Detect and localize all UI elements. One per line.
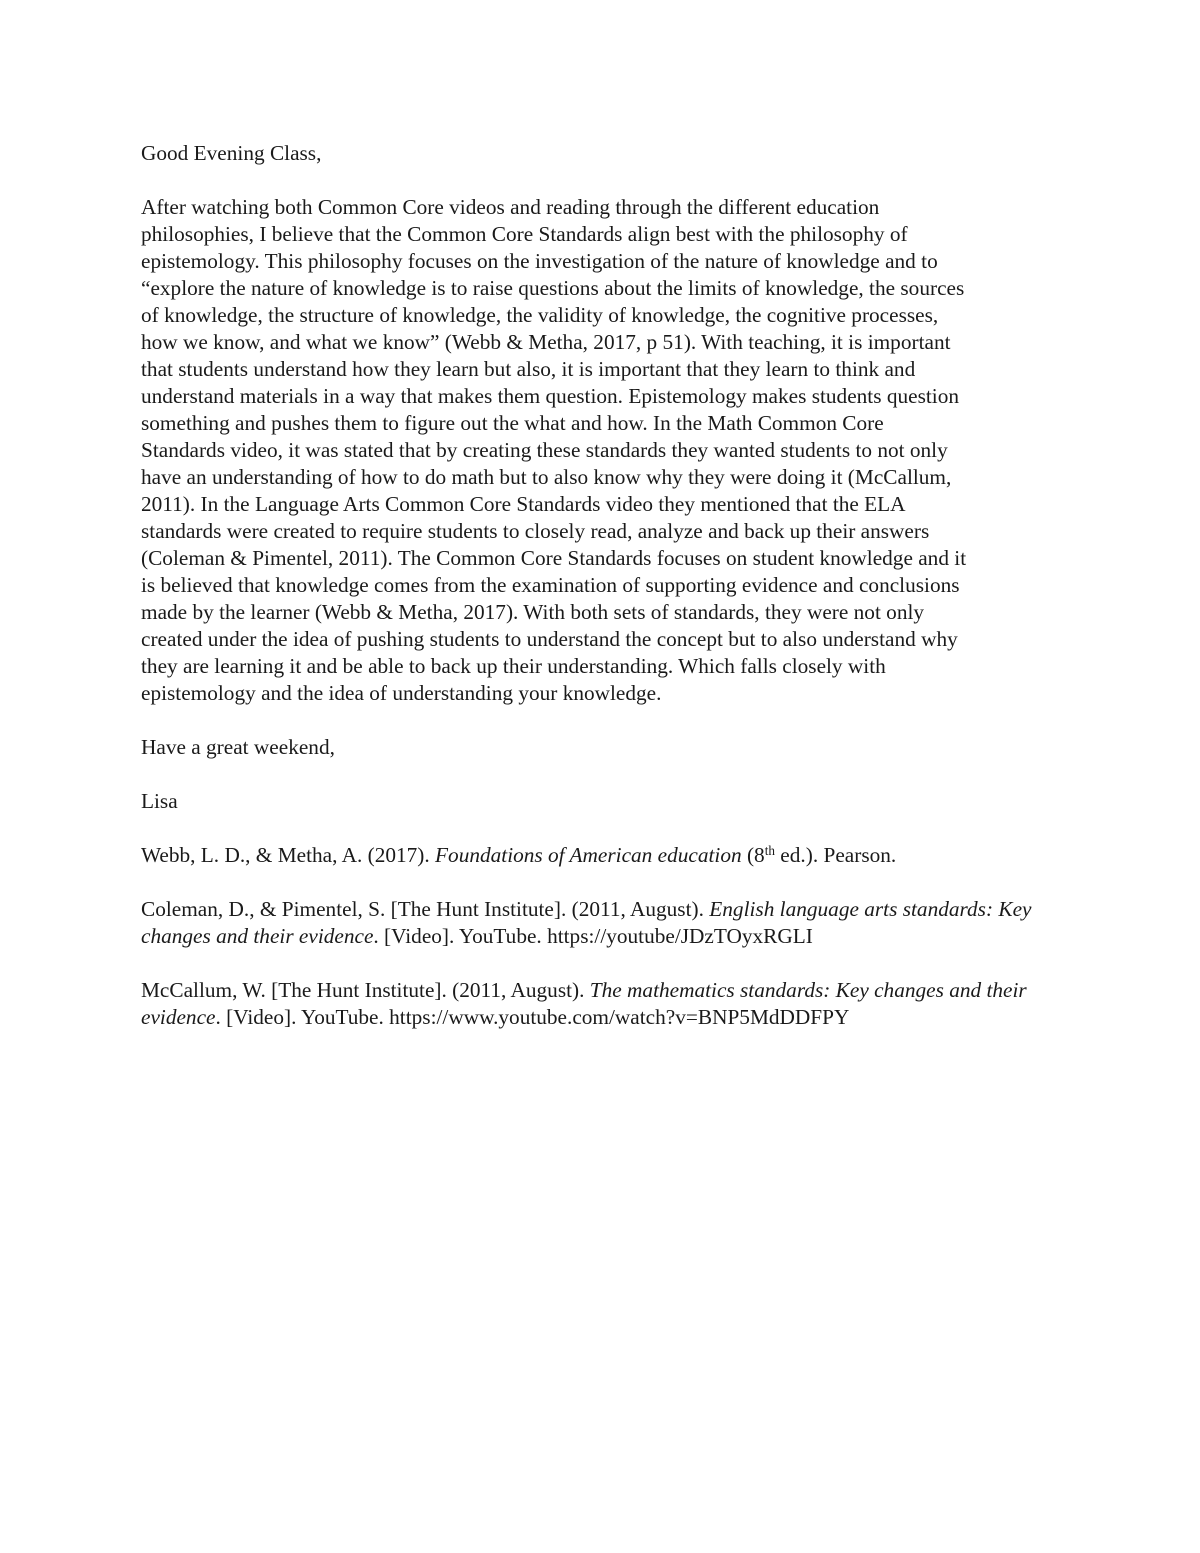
reference-source: . [Video]. YouTube. https://youtube/JDzTOyxRGLI xyxy=(373,924,813,948)
reference-title: Foundations of American education xyxy=(435,843,742,867)
reference-coleman xyxy=(141,896,1071,950)
reference-source: . [Video]. YouTube. https://www.youtube.com/watch?v=BNP5MdDDFPY xyxy=(215,1005,850,1029)
closing: Have a great weekend, xyxy=(141,735,335,759)
reference-title: English language arts standards: Key changes and their evidence xyxy=(141,897,1032,948)
reference-title: The mathematics standards: Key changes and their evidence xyxy=(141,978,1027,1029)
reference-webb xyxy=(141,842,1071,869)
body-paragraph: After watching both Common Core videos and reading through the different education philosophies, I believe that the Common Core Standards align best with the philosophy of epistemology. This philosophy focuses on the investigation of the nature of knowledge and to “explore the nature of knowledge is to raise questions about the limits of knowledge, the sources of knowledge, the structure of knowledge, the validity of knowledge, the cognitive processes, how we know, and what we know” (Webb & Metha, 2017, p 51). With teaching, it is important that students understand how they learn but also, it is important that they learn to think and understand materials in a way that makes them question. Epistemology makes students question something and pushes them to figure out the what and how. In the Math Common Core Standards video, it was stated that by creating these standards they wanted students to not only have an understanding of how to do math but to also know why they were doing it (McCallum, 2011). In the Language Arts Common Core Standards video they mentioned that the ELA standards were created to require students to closely read, analyze and back up their answers (Coleman & Pimentel, 2011). The Common Core Standards focuses on student knowledge and it is believed that knowledge comes from the examination of supporting evidence and conclusions made by the learner (Webb & Metha, 2017). With both sets of standards, they were not only created under the idea of pushing students to understand the concept but to also understand why they are learning it and be able to back up their understanding. Which falls closely with epistemology and the idea of understanding your knowledge. xyxy=(141,195,967,705)
reference-authors: McCallum, W. [The Hunt Institute]. (2011, August). xyxy=(141,978,590,1002)
reference-publisher: ed.). Pearson. xyxy=(774,843,897,867)
reference-mccallum xyxy=(141,977,1071,1031)
document-content xyxy=(141,140,1071,1058)
reference-authors: Webb, L. D., & Metha, A. (2017). xyxy=(141,843,436,867)
reference-authors: Coleman, D., & Pimentel, S. [The Hunt Institute]. (2011, August). xyxy=(141,897,710,921)
signature: Lisa xyxy=(141,789,178,813)
reference-edition: (8 xyxy=(741,843,765,867)
reference-edition-superscript: th xyxy=(764,842,775,858)
greeting: Good Evening Class, xyxy=(141,141,322,165)
